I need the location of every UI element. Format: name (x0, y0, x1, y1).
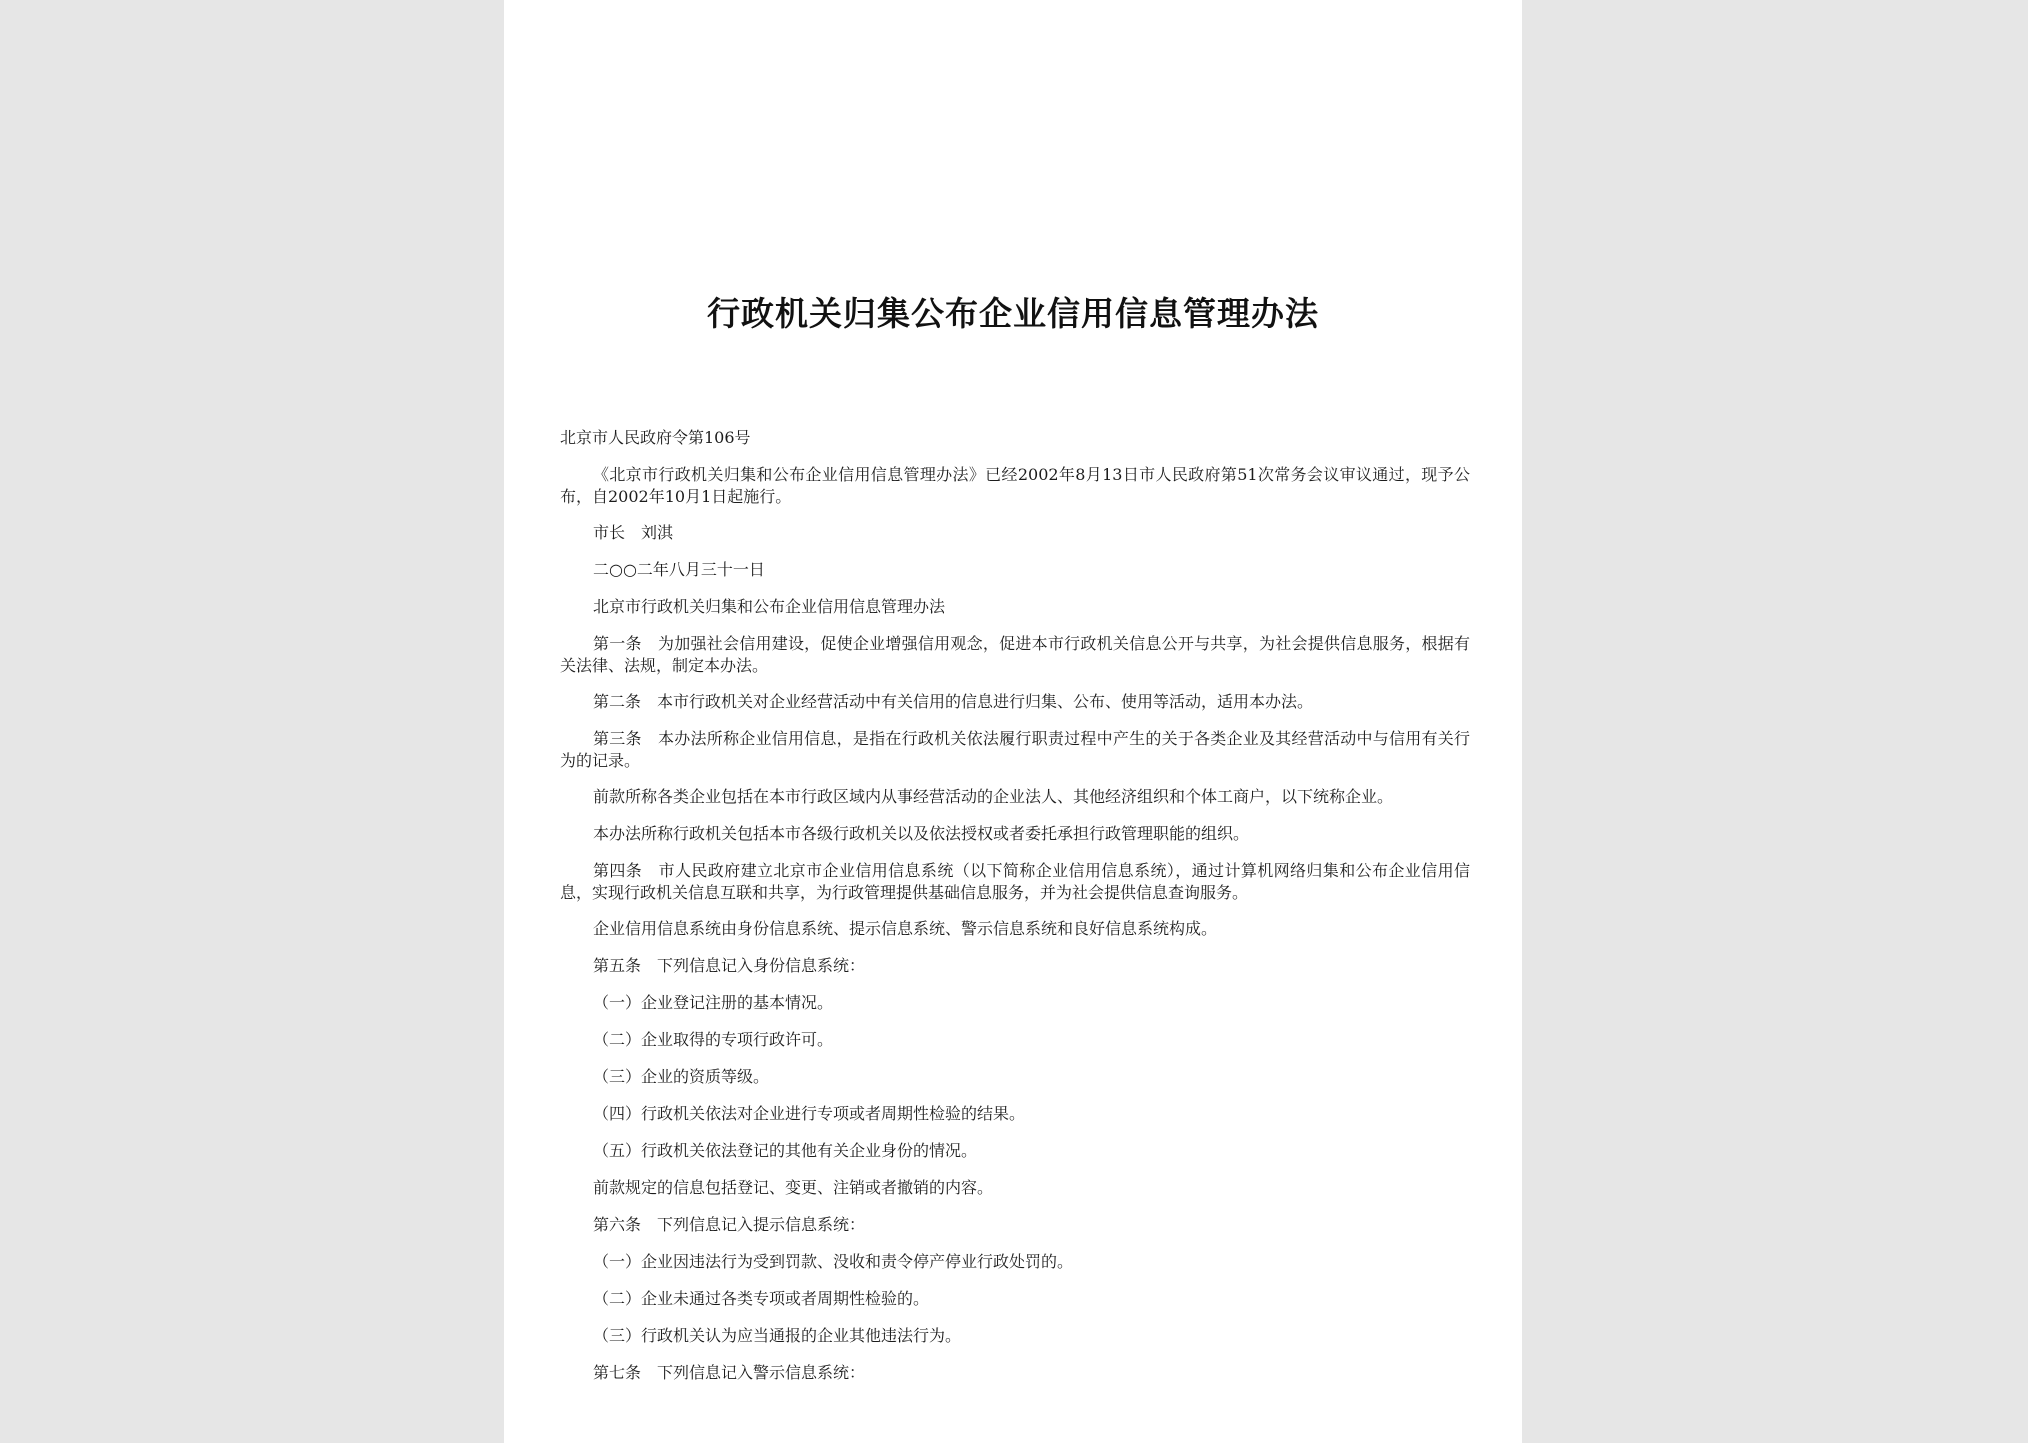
article-5-item: （二）企业取得的专项行政许可。 (593, 1030, 834, 1049)
article-5-paragraph-2: 前款规定的信息包括登记、变更、注销或者撤销的内容。 (593, 1178, 994, 1197)
article-4: 第四条 市人民政府建立北京市企业信用信息系统（以下简称企业信用信息系统），通过计算机网络归集和公布企业信用信息，实现行政机关信息互联和共享，为行政管理提供基础信息服务，并为社会提供信息查询服务。 (560, 861, 1470, 902)
article-7: 第七条 下列信息记入警示信息系统： (593, 1363, 866, 1382)
signature-role: 市长 (593, 523, 626, 542)
article-6-item: （三）行政机关认为应当通报的企业其他违法行为。 (593, 1326, 962, 1345)
order-number: 北京市人民政府令第106号 (560, 428, 751, 447)
article-3-paragraph-2: 前款所称各类企业包括在本市行政区域内从事经营活动的企业法人、其他经济组织和个体工商户，以下统称企业。 (593, 787, 1394, 806)
signature-name: 刘淇 (641, 523, 674, 542)
document-page (504, 0, 1522, 1443)
article-5-item: （三）企业的资质等级。 (593, 1067, 770, 1086)
regulation-subtitle: 北京市行政机关归集和公布企业信用信息管理办法 (593, 597, 946, 616)
preamble-paragraph: 《北京市行政机关归集和公布企业信用信息管理办法》已经2002年8月13日市人民政府第51次常务会议审议通过，现予公布，自2002年10月1日起施行。 (560, 465, 1470, 506)
article-5-item: （一）企业登记注册的基本情况。 (593, 993, 834, 1012)
issue-date: 二○○二年八月三十一日 (593, 560, 765, 579)
document-title: 行政机关归集公布企业信用信息管理办法 (707, 294, 1319, 333)
article-5-item: （四）行政机关依法对企业进行专项或者周期性检验的结果。 (593, 1104, 1026, 1123)
article-6-item: （一）企业因违法行为受到罚款、没收和责令停产停业行政处罚的。 (593, 1252, 1074, 1271)
article-3-paragraph-3: 本办法所称行政机关包括本市各级行政机关以及依法授权或者委托承担行政管理职能的组织。 (593, 824, 1250, 843)
signature-line (593, 522, 673, 544)
article-4-paragraph-2: 企业信用信息系统由身份信息系统、提示信息系统、警示信息系统和良好信息系统构成。 (593, 919, 1218, 938)
article-3: 第三条 本办法所称企业信用信息，是指在行政机关依法履行职责过程中产生的关于各类企业及其经营活动中与信用有关行为的记录。 (560, 729, 1470, 770)
article-5: 第五条 下列信息记入身份信息系统： (593, 956, 866, 975)
article-5-item: （五）行政机关依法登记的其他有关企业身份的情况。 (593, 1141, 978, 1160)
article-2: 第二条 本市行政机关对企业经营活动中有关信用的信息进行归集、公布、使用等活动，适用本办法。 (593, 692, 1314, 711)
article-1: 第一条 为加强社会信用建设，促使企业增强信用观念，促进本市行政机关信息公开与共享，为社会提供信息服务，根据有关法律、法规，制定本办法。 (560, 634, 1470, 675)
article-6-item: （二）企业未通过各类专项或者周期性检验的。 (593, 1289, 930, 1308)
article-6: 第六条 下列信息记入提示信息系统： (593, 1215, 866, 1234)
